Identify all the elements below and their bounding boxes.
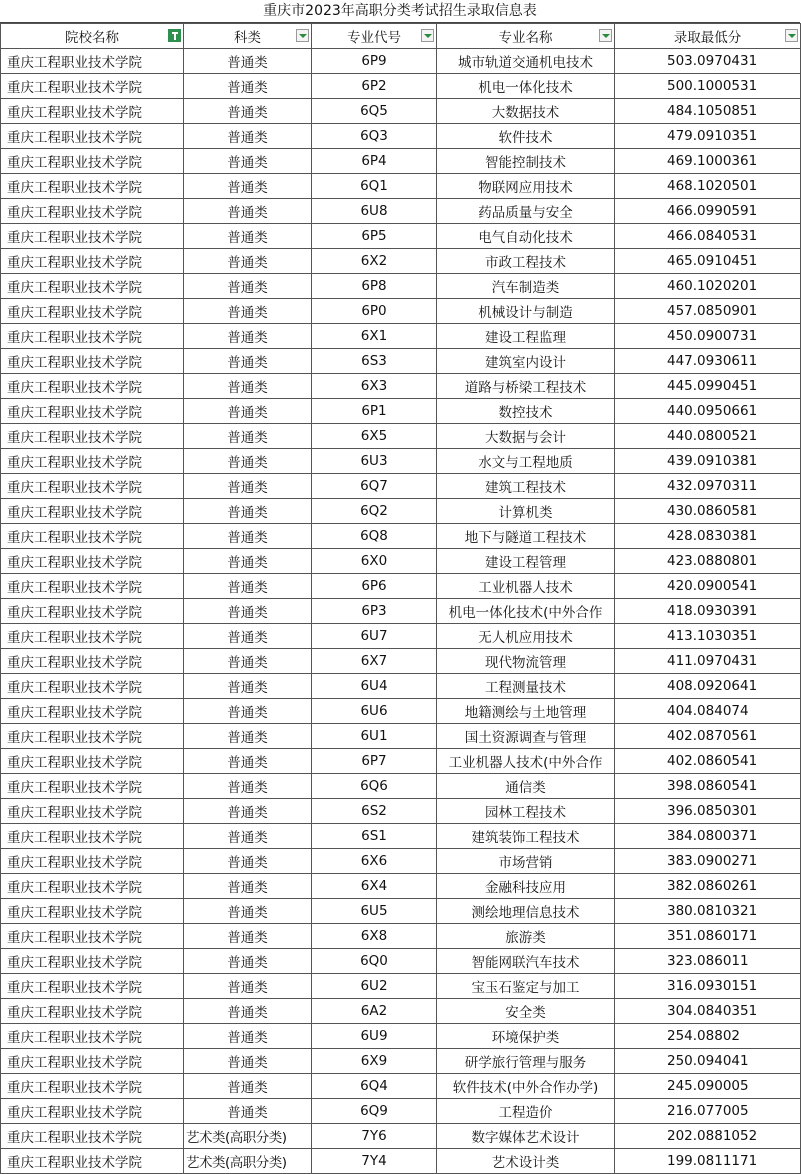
score-cell[interactable]: 411.0970431	[615, 649, 801, 674]
code-cell[interactable]: 6Q8	[312, 524, 437, 549]
school-cell[interactable]: 重庆工程职业技术学院	[1, 1099, 184, 1124]
table-row	[1, 924, 801, 949]
category-cell[interactable]: 普通类	[184, 474, 312, 499]
table-row	[1, 399, 801, 424]
category-cell[interactable]: 普通类	[184, 149, 312, 174]
code-cell[interactable]: 6X6	[312, 849, 437, 874]
table-row	[1, 49, 801, 74]
header-major	[437, 24, 615, 49]
score-cell[interactable]: 245.090005	[615, 1074, 801, 1099]
school-cell[interactable]: 重庆工程职业技术学院	[1, 674, 184, 699]
code-cell[interactable]: 6U2	[312, 974, 437, 999]
header-school	[1, 24, 184, 49]
school-cell[interactable]: 重庆工程职业技术学院	[1, 424, 184, 449]
category-cell[interactable]: 普通类	[184, 949, 312, 974]
score-cell[interactable]: 316.0930151	[615, 974, 801, 999]
school-cell[interactable]: 重庆工程职业技术学院	[1, 699, 184, 724]
major-cell[interactable]: 机电一体化技术(中外合作	[437, 599, 615, 624]
table-row	[1, 424, 801, 449]
category-cell[interactable]: 普通类	[184, 849, 312, 874]
code-cell[interactable]: 6Q6	[312, 774, 437, 799]
table-row	[1, 824, 801, 849]
table-row	[1, 1049, 801, 1074]
score-cell[interactable]: 479.0910351	[615, 124, 801, 149]
score-cell[interactable]: 402.0870561	[615, 724, 801, 749]
category-cell[interactable]: 普通类	[184, 224, 312, 249]
category-cell[interactable]: 普通类	[184, 1024, 312, 1049]
filter-dropdown-icon[interactable]	[599, 29, 612, 42]
header-category-label: 科类	[234, 30, 261, 46]
school-cell[interactable]: 重庆工程职业技术学院	[1, 124, 184, 149]
category-cell[interactable]: 普通类	[184, 749, 312, 774]
category-cell[interactable]: 普通类	[184, 874, 312, 899]
category-cell[interactable]: 普通类	[184, 499, 312, 524]
school-cell[interactable]: 重庆工程职业技术学院	[1, 524, 184, 549]
score-cell[interactable]: 432.0970311	[615, 474, 801, 499]
major-cell[interactable]: 无人机应用技术	[437, 624, 615, 649]
score-cell[interactable]: 465.0910451	[615, 249, 801, 274]
major-cell[interactable]: 城市轨道交通机电技术	[437, 49, 615, 74]
header-row	[1, 24, 801, 49]
major-cell[interactable]: 研学旅行管理与服务	[437, 1049, 615, 1074]
score-cell[interactable]: 439.0910381	[615, 449, 801, 474]
table-row	[1, 699, 801, 724]
score-cell[interactable]: 469.1000361	[615, 149, 801, 174]
filter-dropdown-icon[interactable]	[421, 29, 434, 42]
table-row	[1, 349, 801, 374]
category-cell[interactable]: 普通类	[184, 924, 312, 949]
score-cell[interactable]: 408.0920641	[615, 674, 801, 699]
table-row	[1, 74, 801, 99]
category-cell[interactable]: 普通类	[184, 399, 312, 424]
school-cell[interactable]: 重庆工程职业技术学院	[1, 924, 184, 949]
school-cell[interactable]: 重庆工程职业技术学院	[1, 574, 184, 599]
score-cell[interactable]: 503.0970431	[615, 49, 801, 74]
code-cell[interactable]: 6U9	[312, 1024, 437, 1049]
table-row	[1, 1024, 801, 1049]
category-cell[interactable]: 普通类	[184, 99, 312, 124]
score-cell[interactable]: 413.1030351	[615, 624, 801, 649]
table-row	[1, 274, 801, 299]
code-cell[interactable]: 6S2	[312, 799, 437, 824]
school-cell[interactable]: 重庆工程职业技术学院	[1, 824, 184, 849]
code-cell[interactable]: 6U6	[312, 699, 437, 724]
school-cell[interactable]: 重庆工程职业技术学院	[1, 949, 184, 974]
header-score	[615, 24, 801, 49]
school-cell[interactable]: 重庆工程职业技术学院	[1, 624, 184, 649]
header-code-label: 专业代号	[347, 30, 401, 46]
school-cell[interactable]: 重庆工程职业技术学院	[1, 224, 184, 249]
school-cell[interactable]: 重庆工程职业技术学院	[1, 374, 184, 399]
table-row	[1, 124, 801, 149]
school-cell[interactable]: 重庆工程职业技术学院	[1, 1149, 184, 1174]
score-cell[interactable]: 466.0840531	[615, 224, 801, 249]
score-cell[interactable]: 402.0860541	[615, 749, 801, 774]
category-cell[interactable]: 普通类	[184, 549, 312, 574]
score-cell[interactable]: 420.0900541	[615, 574, 801, 599]
major-cell[interactable]: 物联网应用技术	[437, 174, 615, 199]
school-cell[interactable]: 重庆工程职业技术学院	[1, 74, 184, 99]
major-cell[interactable]: 建设工程监理	[437, 324, 615, 349]
code-cell[interactable]: 6Q3	[312, 124, 437, 149]
code-cell[interactable]: 6S1	[312, 824, 437, 849]
code-cell[interactable]: 6P2	[312, 74, 437, 99]
category-cell[interactable]: 普通类	[184, 674, 312, 699]
table-row	[1, 774, 801, 799]
major-cell[interactable]: 艺术设计类	[437, 1149, 615, 1174]
school-cell[interactable]: 重庆工程职业技术学院	[1, 999, 184, 1024]
school-cell[interactable]: 重庆工程职业技术学院	[1, 399, 184, 424]
code-cell[interactable]: 6U8	[312, 199, 437, 224]
category-cell[interactable]: 艺术类(高职分类)	[184, 1149, 312, 1174]
major-cell[interactable]: 市场营销	[437, 849, 615, 874]
school-cell[interactable]: 重庆工程职业技术学院	[1, 1049, 184, 1074]
major-cell[interactable]: 工程造价	[437, 1099, 615, 1124]
major-cell[interactable]: 机械设计与制造	[437, 299, 615, 324]
table-row	[1, 324, 801, 349]
category-cell[interactable]: 普通类	[184, 899, 312, 924]
major-cell[interactable]: 智能控制技术	[437, 149, 615, 174]
table-row	[1, 949, 801, 974]
category-cell[interactable]: 普通类	[184, 49, 312, 74]
category-cell[interactable]: 普通类	[184, 999, 312, 1024]
major-cell[interactable]: 建筑装饰工程技术	[437, 824, 615, 849]
header-category	[184, 24, 312, 49]
filter-dropdown-icon[interactable]	[785, 29, 798, 42]
code-cell[interactable]: 6A2	[312, 999, 437, 1024]
score-cell[interactable]: 447.0930611	[615, 349, 801, 374]
major-cell[interactable]: 地籍测绘与土地管理	[437, 699, 615, 724]
category-cell[interactable]: 普通类	[184, 574, 312, 599]
school-cell[interactable]: 重庆工程职业技术学院	[1, 799, 184, 824]
category-cell[interactable]: 普通类	[184, 74, 312, 99]
major-cell[interactable]: 宝玉石鉴定与加工	[437, 974, 615, 999]
code-cell[interactable]: 6X2	[312, 249, 437, 274]
category-cell[interactable]: 普通类	[184, 349, 312, 374]
code-cell[interactable]: 6X7	[312, 649, 437, 674]
school-cell[interactable]: 重庆工程职业技术学院	[1, 649, 184, 674]
school-cell[interactable]: 重庆工程职业技术学院	[1, 299, 184, 324]
category-cell[interactable]: 普通类	[184, 974, 312, 999]
score-cell[interactable]: 382.0860261	[615, 874, 801, 899]
table-row	[1, 449, 801, 474]
category-cell[interactable]: 普通类	[184, 1099, 312, 1124]
table-row	[1, 549, 801, 574]
code-cell[interactable]: 6Q5	[312, 99, 437, 124]
category-cell[interactable]: 普通类	[184, 524, 312, 549]
school-cell[interactable]: 重庆工程职业技术学院	[1, 149, 184, 174]
score-cell[interactable]: 380.0810321	[615, 899, 801, 924]
code-cell[interactable]: 6P7	[312, 749, 437, 774]
major-cell[interactable]: 工程测量技术	[437, 674, 615, 699]
school-cell[interactable]: 重庆工程职业技术学院	[1, 499, 184, 524]
code-cell[interactable]: 6Q4	[312, 1074, 437, 1099]
school-cell[interactable]: 重庆工程职业技术学院	[1, 874, 184, 899]
score-cell[interactable]: 396.0850301	[615, 799, 801, 824]
school-cell[interactable]: 重庆工程职业技术学院	[1, 974, 184, 999]
code-cell[interactable]: 6P6	[312, 574, 437, 599]
code-cell[interactable]: 6Q9	[312, 1099, 437, 1124]
school-cell[interactable]: 重庆工程职业技术学院	[1, 774, 184, 799]
code-cell[interactable]: 6Q0	[312, 949, 437, 974]
table-row	[1, 574, 801, 599]
code-cell[interactable]: 6U7	[312, 624, 437, 649]
code-cell[interactable]: 6U4	[312, 674, 437, 699]
table-row	[1, 224, 801, 249]
major-cell[interactable]: 汽车制造类	[437, 274, 615, 299]
major-cell[interactable]: 大数据与会计	[437, 424, 615, 449]
major-cell[interactable]: 数字媒体艺术设计	[437, 1124, 615, 1149]
major-cell[interactable]: 安全类	[437, 999, 615, 1024]
major-cell[interactable]: 工业机器人技术(中外合作	[437, 749, 615, 774]
table-row	[1, 1149, 801, 1174]
code-cell[interactable]: 6P4	[312, 149, 437, 174]
category-cell[interactable]: 普通类	[184, 449, 312, 474]
major-cell[interactable]: 电气自动化技术	[437, 224, 615, 249]
table-row	[1, 724, 801, 749]
category-cell[interactable]: 普通类	[184, 124, 312, 149]
major-cell[interactable]: 数控技术	[437, 399, 615, 424]
major-cell[interactable]: 测绘地理信息技术	[437, 899, 615, 924]
code-cell[interactable]: 6X3	[312, 374, 437, 399]
table-body	[1, 49, 801, 1174]
major-cell[interactable]: 通信类	[437, 774, 615, 799]
category-cell[interactable]: 普通类	[184, 299, 312, 324]
table-row	[1, 974, 801, 999]
header-score-label: 录取最低分	[673, 30, 742, 46]
category-cell[interactable]: 艺术类(高职分类)	[184, 1124, 312, 1149]
code-cell[interactable]: 6X5	[312, 424, 437, 449]
table-row	[1, 674, 801, 699]
major-cell[interactable]: 软件技术	[437, 124, 615, 149]
major-cell[interactable]: 旅游类	[437, 924, 615, 949]
major-cell[interactable]: 智能网联汽车技术	[437, 949, 615, 974]
major-cell[interactable]: 计算机类	[437, 499, 615, 524]
score-cell[interactable]: 199.0811171	[615, 1149, 801, 1174]
major-cell[interactable]: 现代物流管理	[437, 649, 615, 674]
category-cell[interactable]: 普通类	[184, 799, 312, 824]
table-row	[1, 899, 801, 924]
school-cell[interactable]: 重庆工程职业技术学院	[1, 1124, 184, 1149]
school-cell[interactable]: 重庆工程职业技术学院	[1, 49, 184, 74]
major-cell[interactable]: 地下与隧道工程技术	[437, 524, 615, 549]
score-cell[interactable]: 445.0990451	[615, 374, 801, 399]
score-cell[interactable]: 398.0860541	[615, 774, 801, 799]
score-cell[interactable]: 457.0850901	[615, 299, 801, 324]
code-cell[interactable]: 6X9	[312, 1049, 437, 1074]
table-row	[1, 99, 801, 124]
school-cell[interactable]: 重庆工程职业技术学院	[1, 324, 184, 349]
category-cell[interactable]: 普通类	[184, 824, 312, 849]
code-cell[interactable]: 7Y4	[312, 1149, 437, 1174]
code-cell[interactable]: 6U3	[312, 449, 437, 474]
category-cell[interactable]: 普通类	[184, 274, 312, 299]
category-cell[interactable]: 普通类	[184, 324, 312, 349]
school-cell[interactable]: 重庆工程职业技术学院	[1, 724, 184, 749]
school-cell[interactable]: 重庆工程职业技术学院	[1, 449, 184, 474]
major-cell[interactable]: 药品质量与安全	[437, 199, 615, 224]
school-cell[interactable]: 重庆工程职业技术学院	[1, 274, 184, 299]
major-cell[interactable]: 水文与工程地质	[437, 449, 615, 474]
school-cell[interactable]: 重庆工程职业技术学院	[1, 599, 184, 624]
score-cell[interactable]: 202.0881052	[615, 1124, 801, 1149]
score-cell[interactable]: 418.0930391	[615, 599, 801, 624]
filter-dropdown-icon[interactable]	[296, 29, 309, 42]
school-cell[interactable]: 重庆工程职业技术学院	[1, 849, 184, 874]
code-cell[interactable]: 6P5	[312, 224, 437, 249]
school-cell[interactable]: 重庆工程职业技术学院	[1, 249, 184, 274]
category-cell[interactable]: 普通类	[184, 1074, 312, 1099]
major-cell[interactable]: 市政工程技术	[437, 249, 615, 274]
category-cell[interactable]: 普通类	[184, 374, 312, 399]
school-cell[interactable]: 重庆工程职业技术学院	[1, 549, 184, 574]
school-cell[interactable]: 重庆工程职业技术学院	[1, 1024, 184, 1049]
score-cell[interactable]: 468.1020501	[615, 174, 801, 199]
category-cell[interactable]: 普通类	[184, 699, 312, 724]
table-row	[1, 249, 801, 274]
code-cell[interactable]: 6X8	[312, 924, 437, 949]
table-row	[1, 1124, 801, 1149]
header-school-label: 院校名称	[65, 30, 119, 46]
code-cell[interactable]: 6P3	[312, 599, 437, 624]
sheet-title: 重庆市2023年高职分类考试招生录取信息表	[0, 0, 800, 23]
major-cell[interactable]: 建筑工程技术	[437, 474, 615, 499]
school-cell[interactable]: 重庆工程职业技术学院	[1, 174, 184, 199]
table-row	[1, 649, 801, 674]
code-cell[interactable]: 7Y6	[312, 1124, 437, 1149]
major-cell[interactable]: 工业机器人技术	[437, 574, 615, 599]
major-cell[interactable]: 建设工程管理	[437, 549, 615, 574]
school-cell[interactable]: 重庆工程职业技术学院	[1, 349, 184, 374]
table-row	[1, 749, 801, 774]
category-cell[interactable]: 普通类	[184, 624, 312, 649]
score-cell[interactable]: 430.0860581	[615, 499, 801, 524]
table-row	[1, 149, 801, 174]
school-cell[interactable]: 重庆工程职业技术学院	[1, 1074, 184, 1099]
score-cell[interactable]: 254.08802	[615, 1024, 801, 1049]
category-cell[interactable]: 普通类	[184, 174, 312, 199]
table-row	[1, 624, 801, 649]
score-cell[interactable]: 404.084074	[615, 699, 801, 724]
school-cell[interactable]: 重庆工程职业技术学院	[1, 474, 184, 499]
code-cell[interactable]: 6U1	[312, 724, 437, 749]
header-major-label: 专业名称	[498, 30, 553, 46]
filter-active-icon[interactable]	[168, 29, 181, 42]
table-row	[1, 524, 801, 549]
code-cell[interactable]: 6P9	[312, 49, 437, 74]
table-row	[1, 1074, 801, 1099]
table-row	[1, 374, 801, 399]
score-cell[interactable]: 250.094041	[615, 1049, 801, 1074]
major-cell[interactable]: 机电一体化技术	[437, 74, 615, 99]
table-row	[1, 499, 801, 524]
category-cell[interactable]: 普通类	[184, 599, 312, 624]
score-cell[interactable]: 384.0800371	[615, 824, 801, 849]
table-row	[1, 1099, 801, 1124]
score-cell[interactable]: 383.0900271	[615, 849, 801, 874]
score-cell[interactable]: 428.0830381	[615, 524, 801, 549]
table-row	[1, 874, 801, 899]
major-cell[interactable]: 金融科技应用	[437, 874, 615, 899]
major-cell[interactable]: 园林工程技术	[437, 799, 615, 824]
table-row	[1, 174, 801, 199]
score-cell[interactable]: 484.1050851	[615, 99, 801, 124]
score-cell[interactable]: 450.0900731	[615, 324, 801, 349]
score-cell[interactable]: 460.1020201	[615, 274, 801, 299]
score-cell[interactable]: 423.0880801	[615, 549, 801, 574]
score-cell[interactable]: 500.1000531	[615, 74, 801, 99]
score-cell[interactable]: 304.0840351	[615, 999, 801, 1024]
table-row	[1, 799, 801, 824]
score-cell[interactable]: 323.086011	[615, 949, 801, 974]
code-cell[interactable]: 6P0	[312, 299, 437, 324]
table-row	[1, 199, 801, 224]
score-cell[interactable]: 440.0950661	[615, 399, 801, 424]
code-cell[interactable]: 6X4	[312, 874, 437, 899]
category-cell[interactable]: 普通类	[184, 249, 312, 274]
code-cell[interactable]: 6X1	[312, 324, 437, 349]
header-code	[312, 24, 437, 49]
code-cell[interactable]: 6Q2	[312, 499, 437, 524]
table-row	[1, 474, 801, 499]
school-cell[interactable]: 重庆工程职业技术学院	[1, 199, 184, 224]
major-cell[interactable]: 大数据技术	[437, 99, 615, 124]
code-cell[interactable]: 6Q7	[312, 474, 437, 499]
major-cell[interactable]: 道路与桥梁工程技术	[437, 374, 615, 399]
score-cell[interactable]: 466.0990591	[615, 199, 801, 224]
major-cell[interactable]: 软件技术(中外合作办学)	[437, 1074, 615, 1099]
code-cell[interactable]: 6S3	[312, 349, 437, 374]
category-cell[interactable]: 普通类	[184, 1049, 312, 1074]
code-cell[interactable]: 6Q1	[312, 174, 437, 199]
code-cell[interactable]: 6X0	[312, 549, 437, 574]
category-cell[interactable]: 普通类	[184, 724, 312, 749]
code-cell[interactable]: 6P1	[312, 399, 437, 424]
major-cell[interactable]: 环境保护类	[437, 1024, 615, 1049]
score-cell[interactable]: 440.0800521	[615, 424, 801, 449]
score-cell[interactable]: 351.0860171	[615, 924, 801, 949]
table-row	[1, 599, 801, 624]
school-cell[interactable]: 重庆工程职业技术学院	[1, 99, 184, 124]
table-row	[1, 849, 801, 874]
score-cell[interactable]: 216.077005	[615, 1099, 801, 1124]
category-cell[interactable]: 普通类	[184, 774, 312, 799]
category-cell[interactable]: 普通类	[184, 199, 312, 224]
school-cell[interactable]: 重庆工程职业技术学院	[1, 749, 184, 774]
table-row	[1, 299, 801, 324]
category-cell[interactable]: 普通类	[184, 424, 312, 449]
code-cell[interactable]: 6U5	[312, 899, 437, 924]
table-row	[1, 999, 801, 1024]
category-cell[interactable]: 普通类	[184, 649, 312, 674]
admission-table	[0, 23, 801, 1174]
major-cell[interactable]: 国土资源调查与管理	[437, 724, 615, 749]
code-cell[interactable]: 6P8	[312, 274, 437, 299]
major-cell[interactable]: 建筑室内设计	[437, 349, 615, 374]
school-cell[interactable]: 重庆工程职业技术学院	[1, 899, 184, 924]
